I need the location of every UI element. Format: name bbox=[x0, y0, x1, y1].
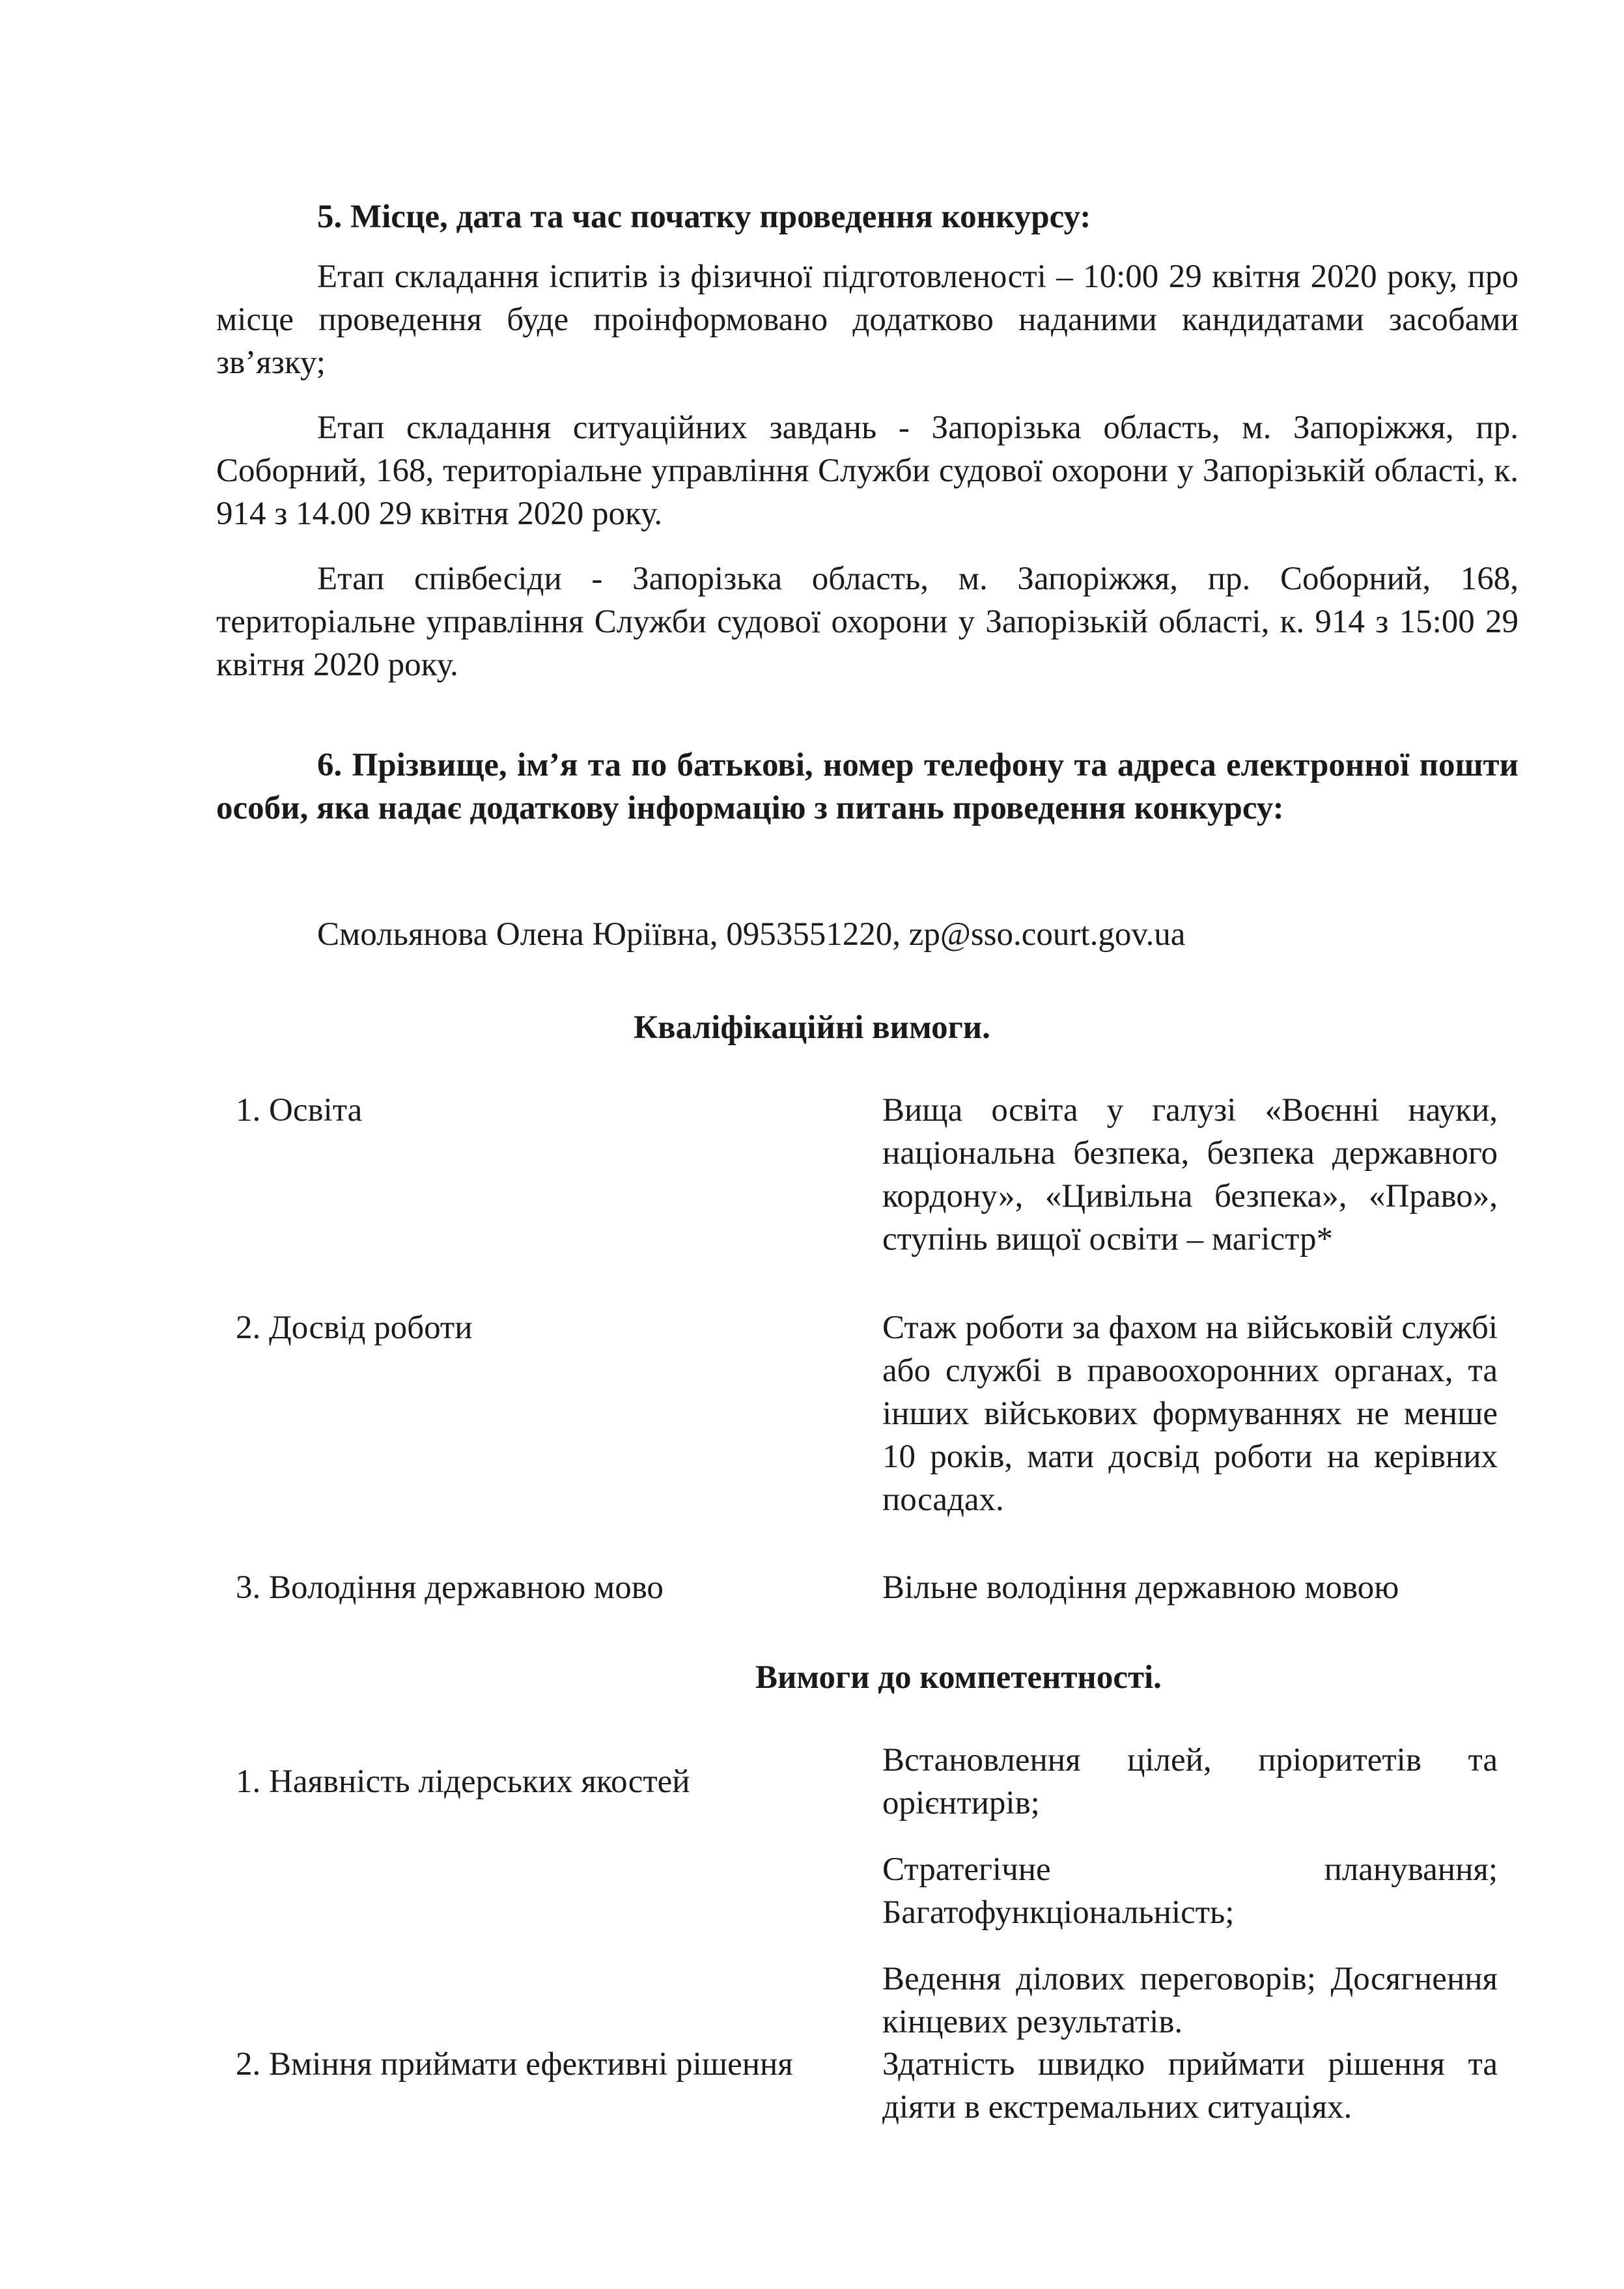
qualification-label-language: 3. Володіння державною мово bbox=[236, 1569, 664, 1606]
competence-label-leadership: 1. Наявність лідерських якостей bbox=[236, 1763, 690, 1800]
competence-value-decisions: Здатність швидко приймати рішення та діяти в екстремальних ситуаціях. bbox=[882, 2046, 1498, 2126]
qualification-value-education: Вища освіта у галузі «Воєнні науки, національна безпека, безпека державного кордону», «Цивільна безпека», «Право», ступінь вищої освіти – магістр* bbox=[882, 1092, 1498, 1257]
competence-value-leadership-1: Встановлення цілей, пріоритетів та орієнтирів; bbox=[882, 1742, 1498, 1821]
competence-value-leadership-3: Ведення ділових переговорів; Досягнення кінцевих результатів. bbox=[882, 1961, 1498, 2040]
section5-paragraph-3: Етап співбесіди - Запорізька область, м. Запоріжжя, пр. Соборний, 168, територіальне управління Служби судової охорони у Запорізькій області, к. 914 з 15:00 29 квітня 2020 року. bbox=[216, 561, 1519, 683]
section5-paragraph-1: Етап складання іспитів із фізичної підготовленості – 10:00 29 квітня 2020 року, про місце проведення буде проінформовано додатково наданими кандидатами засобами зв’язку; bbox=[216, 259, 1519, 381]
section6-heading: 6. Прізвище, ім’я та по батькові, номер телефону та адреса електронної пошти особи, яка надає додаткову інформацію з питань проведення конкурсу: bbox=[216, 747, 1519, 826]
contact-info: Смольянова Олена Юріївна, 0953551220, zp@sso.court.gov.ua bbox=[317, 916, 1186, 953]
qualifications-title: Кваліфікаційні вимоги. bbox=[634, 1009, 990, 1046]
qualification-value-language: Вільне володіння державною мовою bbox=[882, 1569, 1399, 1606]
qualification-label-experience: 2. Досвід роботи bbox=[236, 1310, 473, 1346]
section5-paragraph-2: Етап складання ситуаційних завдань - Запорізька область, м. Запоріжжя, пр. Соборний, 168, територіальне управління Служби судової охорони у Запорізькій області, к. 914 з 14.00 29 квітня 2020 року. bbox=[216, 410, 1519, 532]
competence-value-leadership-2: Стратегічне планування; Багатофункціональність; bbox=[882, 1851, 1498, 1931]
qualification-label-education: 1. Освіта bbox=[236, 1092, 363, 1129]
section5-heading: 5. Місце, дата та час початку проведення конкурсу: bbox=[317, 199, 1091, 235]
competence-title: Вимоги до компетентності. bbox=[755, 1659, 1162, 1696]
qualification-value-experience: Стаж роботи за фахом на військовій службі або службі в правоохоронних органах, та інших військових формуваннях не менше 10 років, мати досвід роботи на керівних посадах. bbox=[882, 1310, 1498, 1518]
competence-label-decisions: 2. Вміння приймати ефективні рішення bbox=[236, 2046, 793, 2083]
